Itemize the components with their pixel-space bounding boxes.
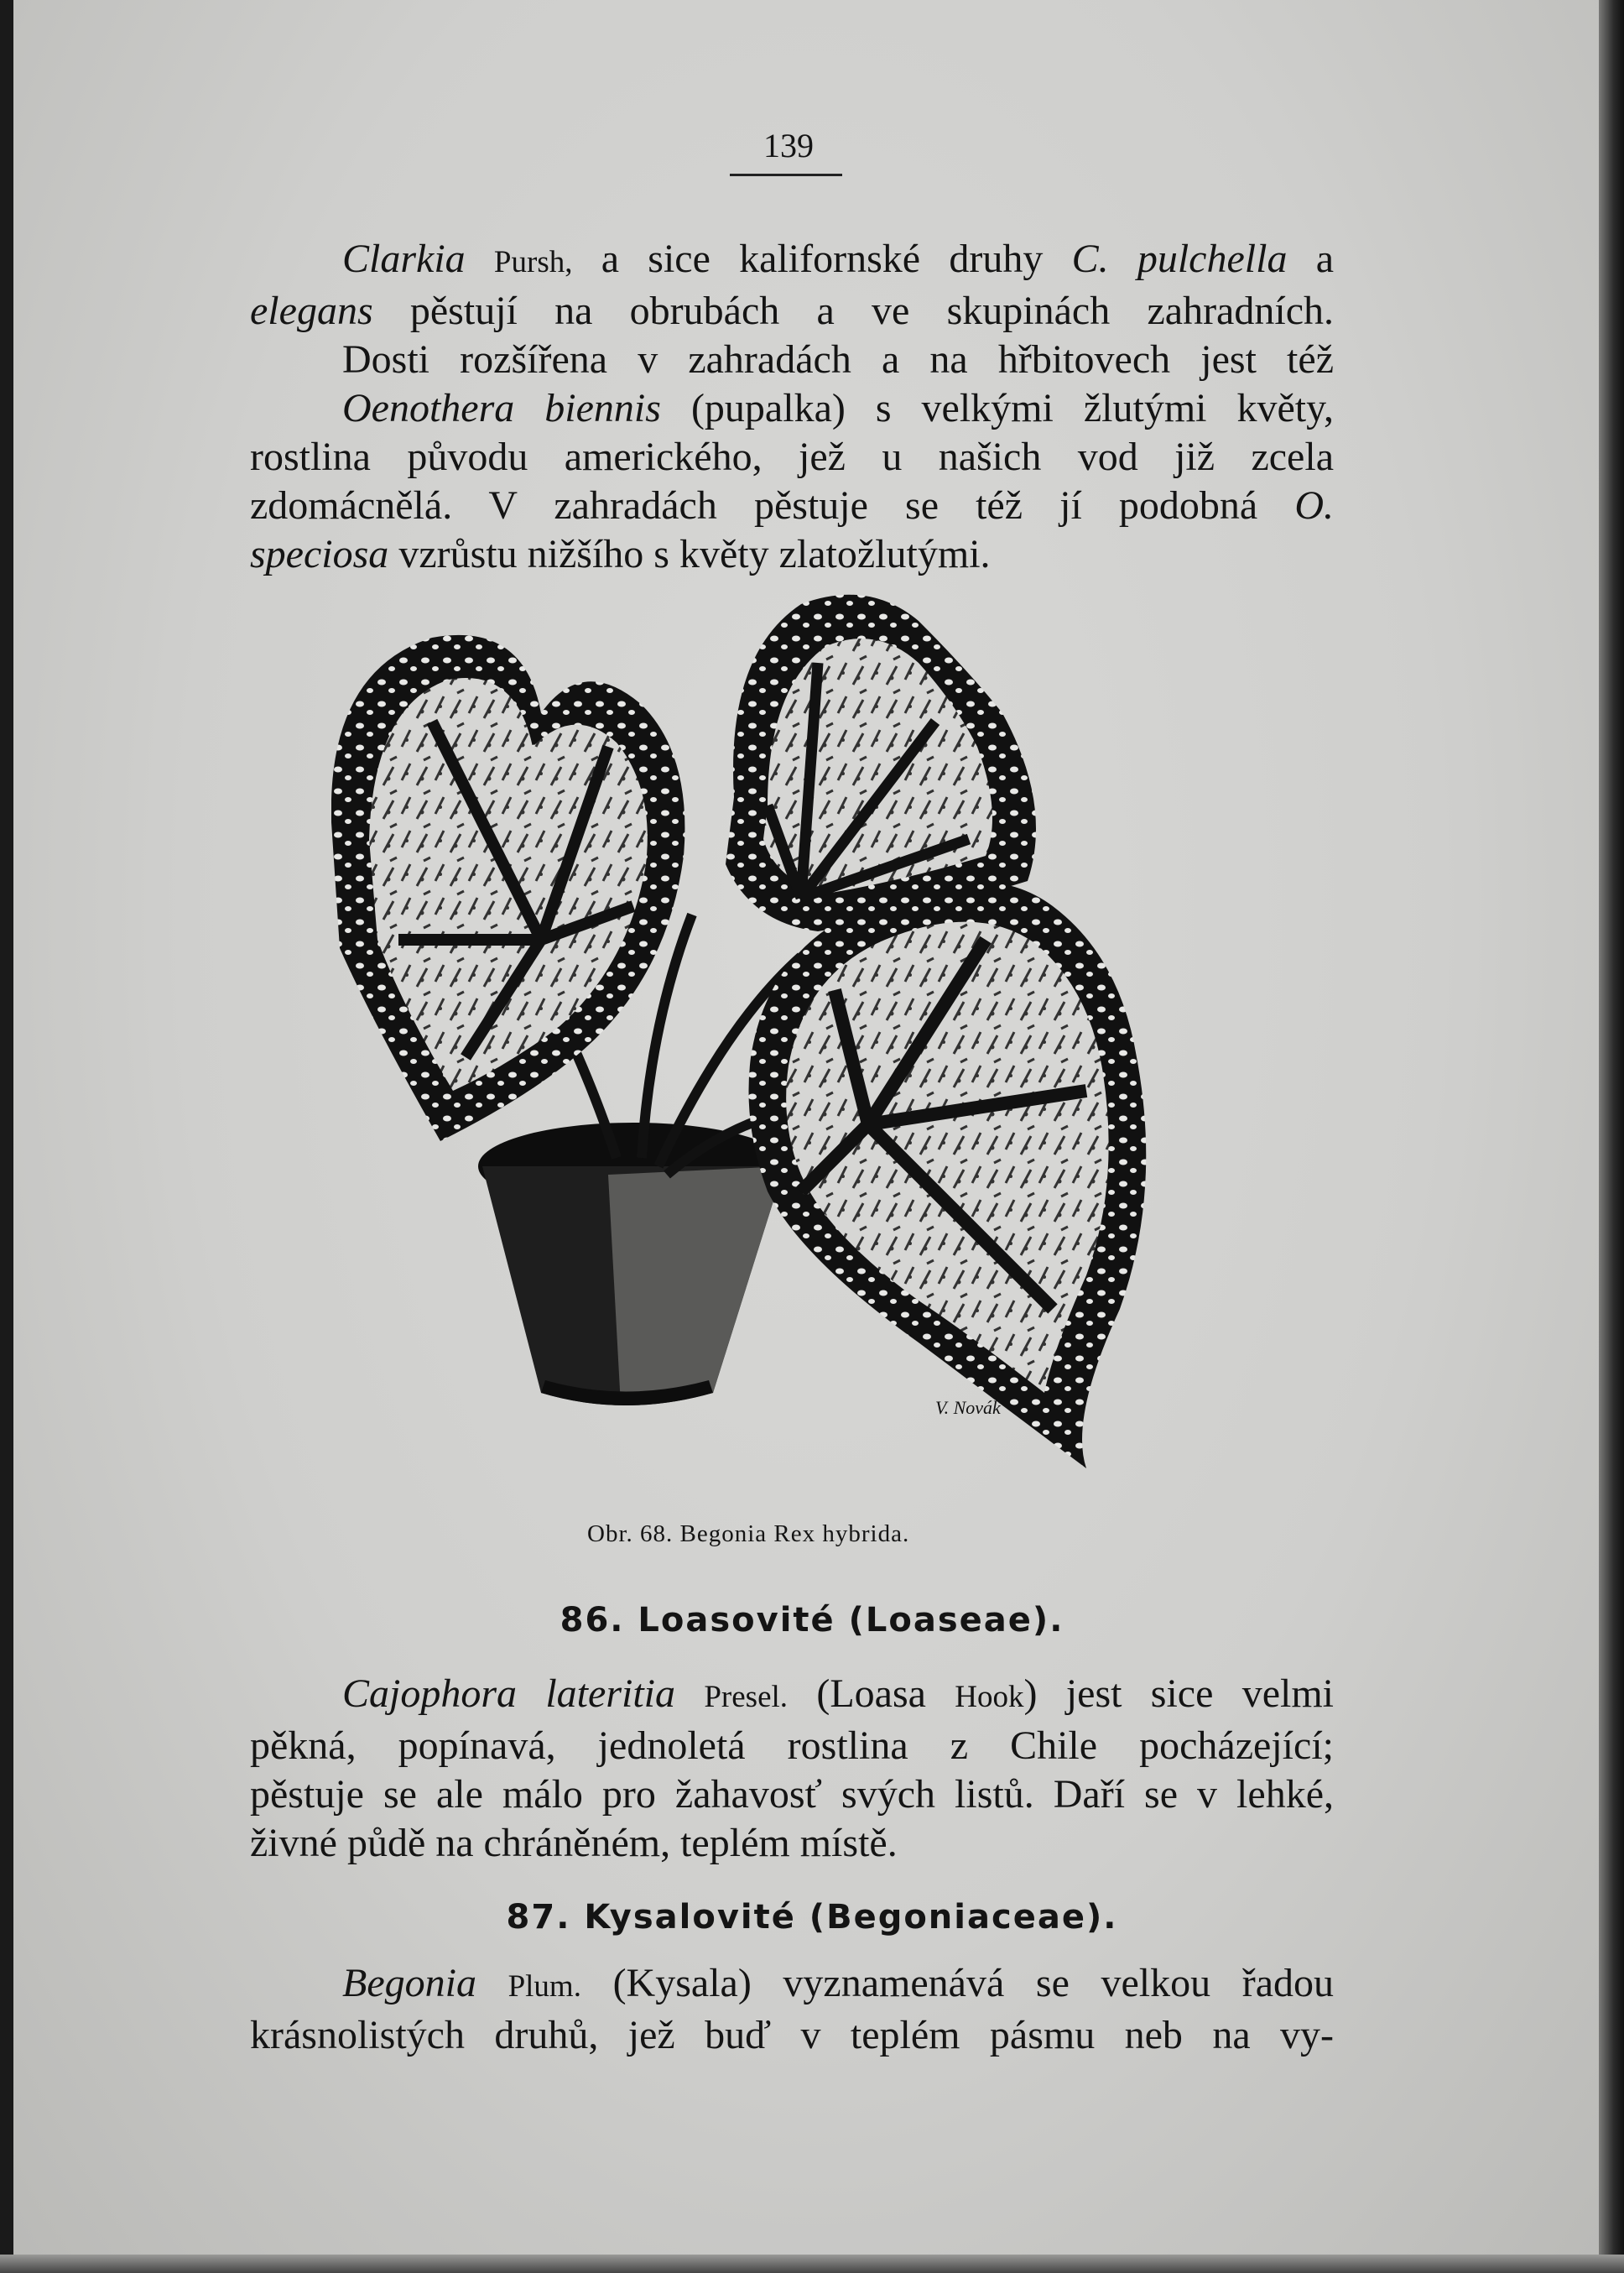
latin-name: speciosa — [250, 532, 389, 576]
flower-pot — [478, 1123, 789, 1405]
begonia-leaf-top — [726, 595, 1036, 931]
latin-name: Clarkia — [342, 237, 466, 281]
author-abbrev: Pursh, — [493, 245, 573, 279]
text-line — [250, 1670, 1334, 1722]
paragraph-begonia — [250, 1959, 1334, 2060]
text-line: pěstuje se ale málo pro žahavosť svých listů. Daří se v lehké, — [250, 1772, 1334, 1817]
begonia-illustration — [331, 587, 1237, 1494]
latin-name: Cajophora lateritia — [342, 1671, 676, 1716]
text-line: živné půdě na chráněném, teplém místě. — [250, 1821, 898, 1865]
section-heading-87: 87. Kysalovité (Begoniaceae). — [506, 1898, 1118, 1937]
latin-name: Begonia — [342, 1961, 476, 2005]
scan-edge-bottom — [0, 2255, 1624, 2273]
text-line: pěkná, popínavá, jednoletá rostlina z Chile pocházející; — [250, 1723, 1334, 1768]
text-line: Dosti rozšířena v zahradách a na hřbitovech jest též — [342, 337, 1334, 382]
text-line: krásnolistých druhů, jež buď v teplém pásmu neb na vy- — [250, 2013, 1334, 2057]
author-abbrev: Plum. — [508, 1969, 581, 2004]
figure-caption: Obr. 68. Begonia Rex hybrida. — [587, 1520, 910, 1547]
text-run: vzrůstu nižšího s květy zlatožlutými. — [388, 532, 991, 576]
text-line — [250, 530, 1334, 579]
latin-name: elegans — [250, 289, 373, 333]
paragraph-cajophora — [250, 1670, 1334, 1868]
text-line — [250, 1959, 1334, 2011]
latin-name: C. pulchella — [1071, 237, 1288, 281]
page-number-rule — [730, 174, 842, 176]
text-run: a sice kalifornské druhy — [572, 237, 1072, 281]
begonia-leaf-right — [749, 881, 1147, 1468]
latin-name: O. — [1294, 483, 1334, 528]
text-run: (Kysala) vyznamenává se velkou řadou — [580, 1961, 1335, 2005]
text-run: pěstují na obrubách a ve skupinách zahradních. — [372, 289, 1334, 333]
text-run: a — [1287, 237, 1335, 281]
latin-name: Oenothera biennis — [342, 386, 661, 430]
text-run: ) jest sice velmi — [1023, 1671, 1335, 1716]
text-line — [250, 482, 1334, 530]
text-line — [250, 235, 1334, 287]
begonia-leaf-left — [331, 635, 684, 1141]
text-run: (pupalka) s velkými žlutými květy, — [660, 386, 1335, 430]
page-number: 139 — [763, 127, 814, 164]
artist-signature: V. Novák — [935, 1397, 1001, 1418]
text-run: zdomácnělá. V zahradách pěstuje se též jí podobná — [250, 483, 1295, 528]
author-abbrev: Hook — [955, 1680, 1024, 1714]
author-abbrev: Presel. — [704, 1680, 789, 1714]
paragraph-clarkia — [250, 235, 1334, 579]
text-run: (Loasa — [788, 1671, 955, 1716]
text-line — [250, 287, 1334, 336]
section-heading-86: 86. Loasovité (Loaseae). — [560, 1601, 1064, 1640]
text-line — [250, 384, 1334, 433]
text-line: rostlina původu amerického, jež u našich vod již zcela — [250, 435, 1334, 479]
